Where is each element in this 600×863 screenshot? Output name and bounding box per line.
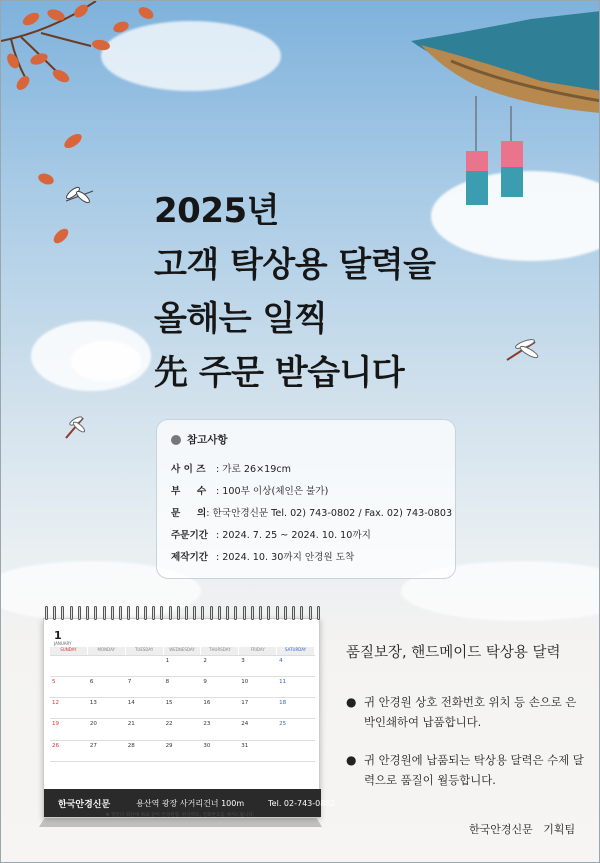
calendar-month: 1 [54, 629, 62, 642]
quality-section [346, 641, 586, 808]
binding-ring [284, 606, 287, 620]
calendar-date-cell: 11 [277, 676, 315, 697]
quality-bullet [346, 750, 586, 790]
binding-ring [243, 606, 246, 620]
calendar-date-cell: 19 [50, 718, 88, 739]
calendar-date-cell: 27 [88, 740, 126, 761]
binding-ring [276, 606, 279, 620]
desk-calendar-image [35, 606, 336, 828]
headline-line: 고객 탁상용 달력을 [154, 245, 436, 285]
binding-ring [210, 606, 213, 620]
calendar-note: ※ 캘린더 하단에 위와 같이 안경원명, 한글약도, 전화번호를 새겨드립니다. [105, 813, 255, 818]
calendar-date-cell [88, 761, 126, 782]
headline [154, 184, 435, 400]
calendar-date-cell [88, 655, 126, 676]
calendar-day-header: MONDAY [88, 647, 126, 655]
calendar-date-cell: 1 [164, 655, 202, 676]
calendar-date-cell: 22 [164, 718, 202, 739]
calendar-date-cell [50, 761, 88, 782]
binding-ring [169, 606, 172, 620]
calendar-date-cell [239, 761, 277, 782]
calendar-date-cell: 25 [277, 718, 315, 739]
calendar-month-name: JANUARY [54, 641, 72, 646]
dragonfly-icon [61, 413, 91, 441]
calendar-date-cell: 24 [239, 718, 277, 739]
binding-ring [119, 606, 122, 620]
calendar-day-header: SUNDAY [50, 647, 88, 655]
info-row-production-period [171, 545, 441, 567]
calendar-date-cell: 7 [126, 676, 164, 697]
bullet-dot-icon: ● [346, 753, 357, 767]
info-box [156, 419, 456, 579]
info-title [171, 432, 441, 447]
quality-bullet-text: 귀 안경원 상호 전화번호 위치 등 손으로 은박인쇄하여 납품합니다. [364, 695, 577, 729]
info-label: 부 수 [171, 486, 207, 497]
calendar-date-cell [50, 655, 88, 676]
calendar-date-cell [201, 761, 239, 782]
calendar-date-cell: 20 [88, 718, 126, 739]
info-value: : 100부 이상(체인은 불가) [216, 486, 329, 497]
info-value: : 한국안경신문 Tel. 02) 743-0802 / Fax. 02) 743-0803 [206, 508, 453, 519]
binding-ring [144, 606, 147, 620]
calendar-date-cell: 26 [50, 740, 88, 761]
footer-address: 용산역 광장 사거리건너 100m [136, 798, 245, 808]
calendar-date-cell: 3 [239, 655, 277, 676]
pavilion-roof-illustration [411, 1, 600, 211]
binding-ring [193, 606, 196, 620]
calendar-day-header: FRIDAY [239, 647, 277, 655]
calendar-date-cell: 28 [126, 740, 164, 761]
calendar-page [43, 618, 336, 818]
calendar-date-cell [277, 740, 315, 761]
info-value: : 2024. 10. 30까지 안경원 도착 [216, 552, 355, 563]
calendar-date-cell: 8 [164, 676, 202, 697]
binding-ring [136, 606, 139, 620]
calendar-date-cell: 29 [164, 740, 202, 761]
bullet-dot-icon: ● [346, 695, 357, 709]
headline-line: 올해는 일찍 [154, 299, 328, 339]
calendar-date-cell: 14 [126, 697, 164, 718]
calendar-date-cell [126, 655, 164, 676]
quality-bullet-text: 귀 안경원에 납품되는 탁상용 달력은 수제 달력으로 품질이 월등합니다. [364, 753, 584, 787]
calendar-day-header: TUESDAY [126, 647, 164, 655]
binding-ring [300, 606, 303, 620]
quality-title: 품질보장, 핸드메이드 탁상용 달력 [346, 645, 561, 661]
quality-bullet [346, 692, 586, 732]
binding-ring [127, 606, 130, 620]
binding-ring [218, 606, 221, 620]
calendar-date-cell [277, 761, 315, 782]
calendar-grid [50, 647, 315, 782]
calendar-date-cell: 9 [201, 676, 239, 697]
info-label: 사 이 즈 [171, 464, 206, 475]
planner-credit: 한국안경신문 기획팀 [469, 823, 576, 836]
info-label: 제작기간 [171, 552, 209, 563]
binding-ring [78, 606, 81, 620]
binding-ring [309, 606, 312, 620]
calendar-date-cell: 30 [201, 740, 239, 761]
footer-phone: Tel. 02-743-0802 [268, 798, 336, 808]
info-row-size [171, 457, 441, 479]
calendar-date-cell: 18 [277, 697, 315, 718]
calendar-date-cell: 17 [239, 697, 277, 718]
binding-ring [259, 606, 262, 620]
calendar-date-cell: 13 [88, 697, 126, 718]
footer-shop-name: 한국안경신문 [58, 799, 111, 810]
calendar-day-header: SATURDAY [277, 647, 315, 655]
binding-ring [70, 606, 73, 620]
binding-ring [226, 606, 229, 620]
binding-ring [111, 606, 114, 620]
info-row-order-period [171, 523, 441, 545]
calendar-date-cell: 5 [50, 676, 88, 697]
calendar-date-cell [126, 761, 164, 782]
calendar-date-cell: 10 [239, 676, 277, 697]
calendar-day-header: WEDNESDAY [164, 647, 202, 655]
binding-ring [292, 606, 295, 620]
binding-ring [317, 606, 320, 620]
headline-line: 先 주문 받습니다 [154, 353, 405, 393]
dragonfly-icon [501, 336, 545, 366]
binding-ring [267, 606, 270, 620]
cloud [71, 341, 141, 381]
calendar-date-cell: 31 [239, 740, 277, 761]
calendar-date-cell: 12 [50, 697, 88, 718]
binding-ring [45, 606, 48, 620]
bullet-dot-icon [171, 435, 181, 445]
calendar-date-cell: 16 [201, 697, 239, 718]
calendar-date-cell: 15 [164, 697, 202, 718]
calendar-date-cell: 21 [126, 718, 164, 739]
info-row-contact [171, 501, 453, 523]
binding-ring [103, 606, 106, 620]
info-label: 문 의 [171, 508, 207, 519]
info-label: 주문기간 [171, 530, 209, 541]
calendar-date-cell: 4 [277, 655, 315, 676]
binding-ring [152, 606, 155, 620]
binding-ring [86, 606, 89, 620]
binding-ring [201, 606, 204, 620]
info-title-text: 참고사항 [187, 434, 228, 446]
calendar-date-cell: 2 [201, 655, 239, 676]
binding-ring [234, 606, 237, 620]
info-value: : 2024. 7. 25 ~ 2024. 10. 10까지 [216, 530, 371, 541]
binding-ring [177, 606, 180, 620]
binding-ring [53, 606, 56, 620]
binding-ring [251, 606, 254, 620]
calendar-date-cell: 23 [201, 718, 239, 739]
binding-ring [185, 606, 188, 620]
binding-ring [94, 606, 97, 620]
calendar-date-cell: 6 [88, 676, 126, 697]
calendar-day-header: THURSDAY [201, 647, 239, 655]
headline-line: 2025년 [154, 191, 279, 231]
binding-ring [160, 606, 163, 620]
info-value: : 가로 26×19cm [216, 464, 291, 475]
info-row-quantity [171, 479, 441, 501]
calendar-binding-rings [45, 606, 320, 622]
binding-ring [61, 606, 64, 620]
calendar-date-cell [164, 761, 202, 782]
